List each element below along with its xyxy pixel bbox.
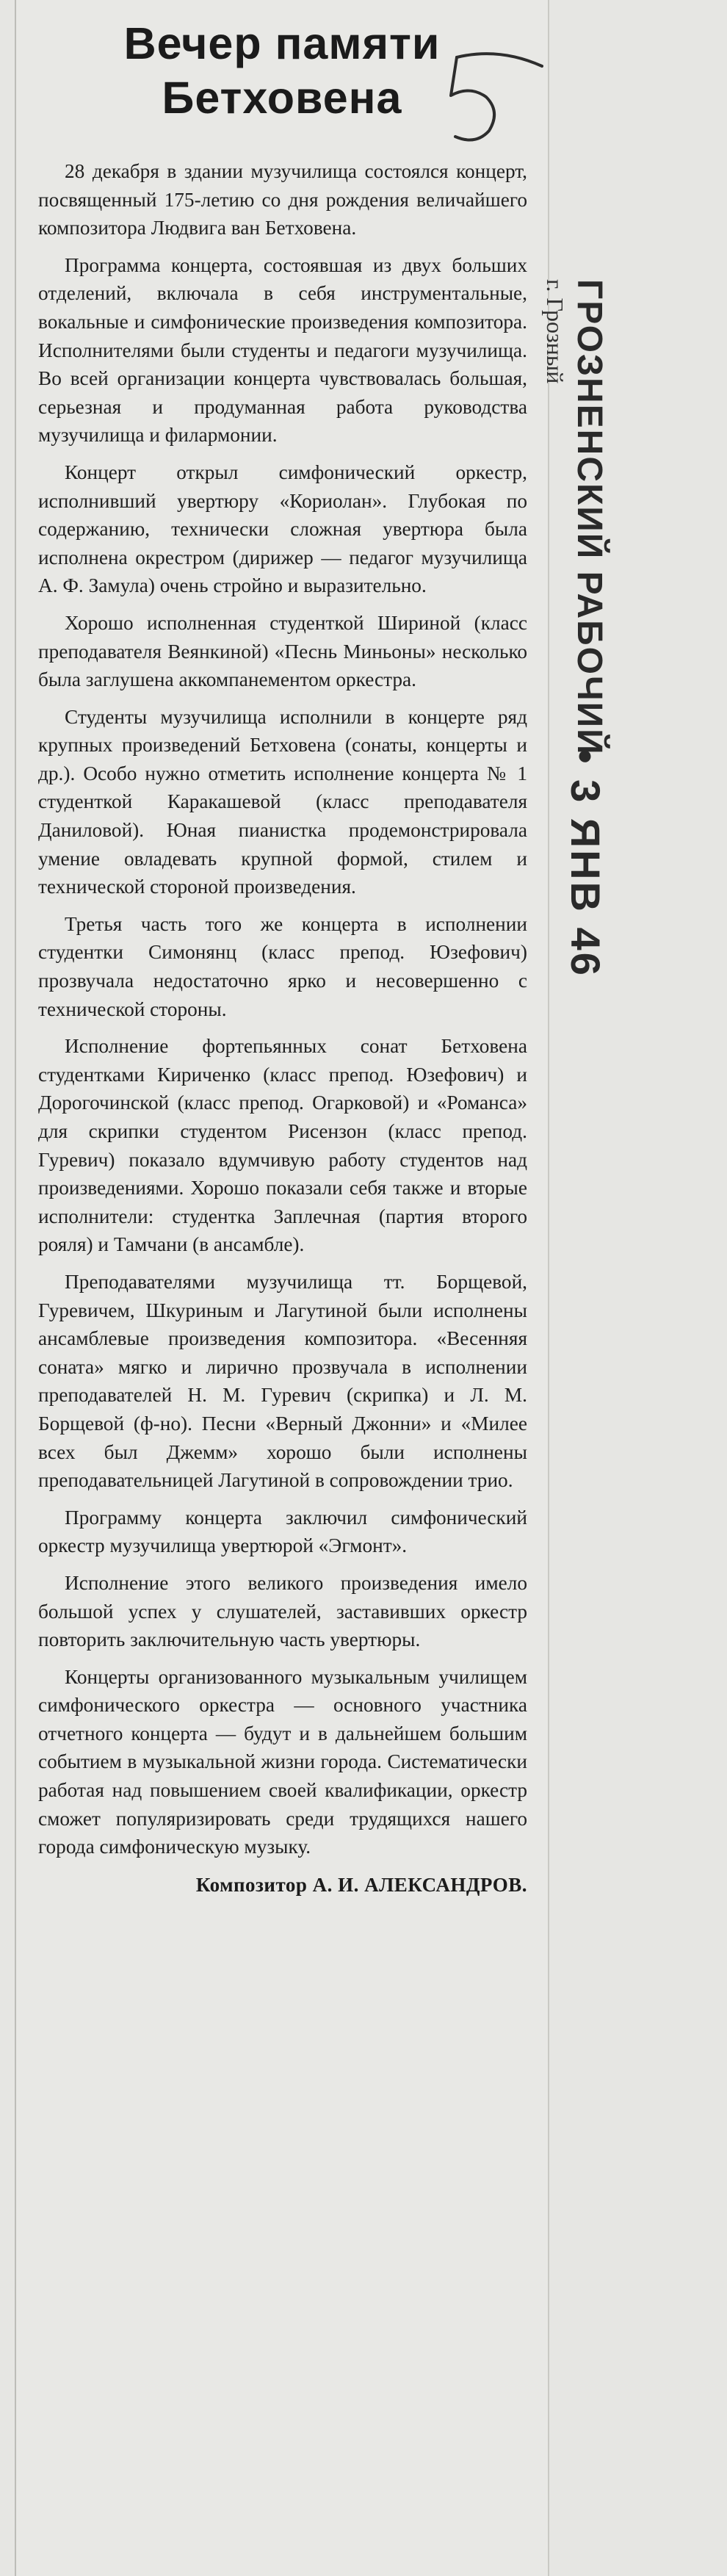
paragraph: Преподавателями музучилища тт. Борщевой, Гуревичем, Шкуриным и Лагутиной были исполнены ансамблевые произведения композитора. «Весенняя соната» мягко и лирично прозвучала в исполнении преподавателей Н. М. Гуревич (скрипка) и Л. М. Борщевой (ф-но). Песни «Верный Джонни» и «Милее всех был Джемм» хорошо были исполнены преподавательницей Лагутиной в сопровождении трио.: [38, 1270, 527, 1492]
headline-line-1: Вечер памяти: [123, 18, 441, 68]
paragraph: Исполнение этого великого произведения имело большой успех у слушателей, заставивших оркестр повторить заключительную часть увертюры.: [38, 1571, 527, 1651]
stamp-city: г. Грозный: [542, 279, 568, 384]
paragraph: Программа концерта, состоявшая из двух больших отделений, включала в себя инструментальные, вокальные и симфонические произведения композитора. Исполнителями были студенты и педагоги музучилища. Во всей организации концерта чувствовалась большая, серьезная и продуманная работа руководства музучилища и филармонии.: [38, 253, 527, 447]
paragraph: Исполнение фортепьянных сонат Бетховена студентками Кириченко (класс препод. Юзефович) и Дорогочинской (класс препод. Огарковой) и «Романса» для скрипки студентом Рисензон (класс препод. Гуревич) показало вдумчивую работу студентов над произведениями. Хорошо показали себя также и вторые исполнители: студентка Заплечная (партия второго рояля) и Тамчани (в ансамбле).: [38, 1035, 527, 1256]
headline-line-2: Бетховена: [162, 73, 402, 123]
paragraph: Программу концерта заключил симфонический оркестр музучилища увертюрой «Эгмонт».: [38, 1506, 527, 1557]
paragraph: 28 декабря в здании музучилища состоялся концерт, посвященный 175-летию со дня рождения величайшего композитора Людвига ван Бетховена.: [38, 160, 527, 239]
article-body: [38, 157, 527, 1861]
paragraph: Концерт открыл симфонический оркестр, исполнивший увертюру «Кориолан». Глубокая по содержанию, технически сложная увертюра была исполнена окрестром (дирижер — педагог музучилища А. Ф. Замула) очень стройно и выразительно.: [38, 461, 527, 597]
stamp-publication: ГРОЗНЕНСКИЙ РАБОЧИЙ: [570, 279, 609, 756]
paragraph: Хорошо исполненная студенткой Шириной (класс преподавателя Веянкиной) «Песнь Миньоны» несколько была заглушена аккомпанементом оркестра.: [38, 611, 527, 691]
author-signature: Композитор А. И. АЛЕКСАНДРОВ.: [195, 1873, 527, 1896]
stamp-date: • 3 ЯНВ 46: [563, 749, 609, 978]
newspaper-clipping: [15, 0, 549, 2576]
handwritten-number: [419, 44, 565, 154]
paragraph: Концерты организованного музыкальным училищем симфонического оркестра — основного участника отчетного концерта — будут и в дальнейшем большим событием в музыкальной жизни города. Систематически работая над повышением своей квалификации, оркестр сможет популяризировать среди трудящихся нашего города симфоническую музыку.: [38, 1665, 527, 1858]
paragraph: Третья часть того же концерта в исполнении студентки Симонянц (класс препод. Юзефович) прозвучала недостаточно ярко и несовершенно с технической стороны.: [38, 912, 527, 1020]
paragraph: Студенты музучилища исполнили в концерте ряд крупных произведений Бетховена (сонаты, концерты и др.). Особо нужно отметить исполнение концерта № 1 студенткой Каракашевой (класс преподавателя Даниловой). Юная пианистка продемонстрировала умение овладевать крупной формой, стилем и технической стороной произведения.: [38, 705, 527, 898]
newspaper-stamp: [542, 279, 676, 1616]
handwritten-number-drawing: [419, 44, 565, 154]
